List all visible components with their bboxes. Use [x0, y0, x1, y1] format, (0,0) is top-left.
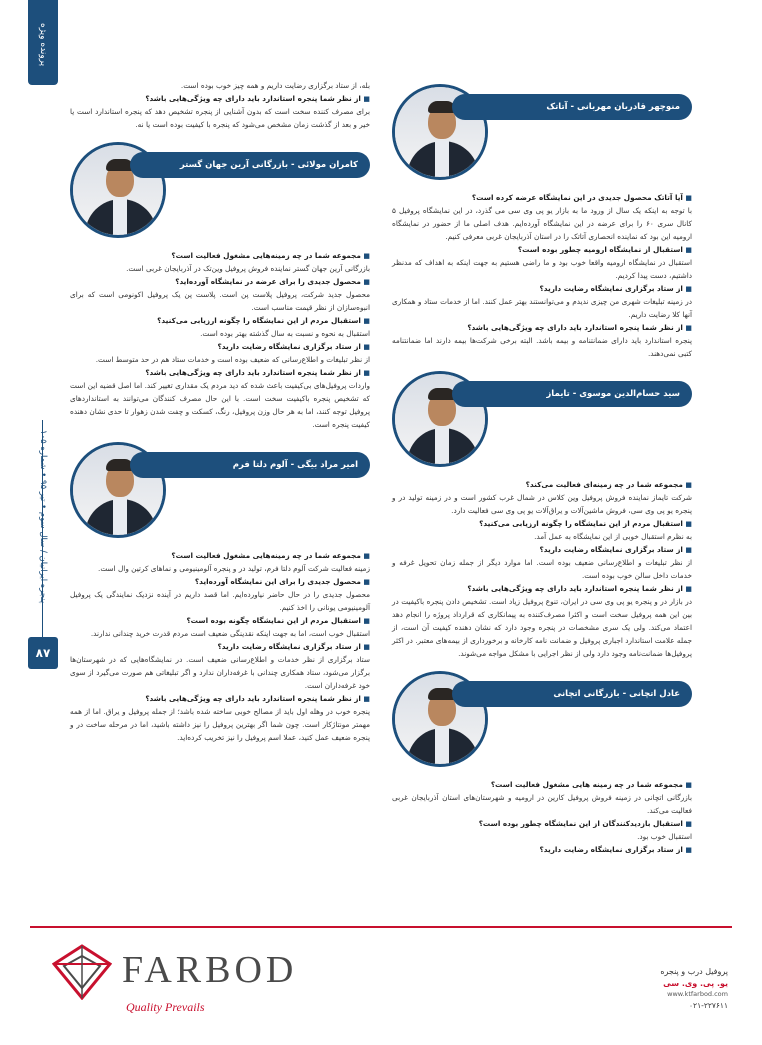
- profile-header: [392, 80, 692, 188]
- question: ■ از نظر شما پنجره استاندارد باید دارای چه ویژگی‌هایی باشد؟: [392, 583, 692, 596]
- answer: استقبال در نمایشگاه ارومیه واقعا خوب بود و ما راضی هستیم به جهت اینکه به اهداف که مدنظر داشتیم، دست پیدا کردیم.: [392, 257, 692, 280]
- answer: استقبال به نحوه و نسبت به سال گذشته بهتر بوده است.: [200, 328, 370, 338]
- profile-header: [392, 367, 692, 475]
- question: ■ از ستاد برگزاری نمایشگاه رضایت دارید؟: [392, 844, 692, 857]
- qa-block: [70, 250, 370, 432]
- question: ■ مجموعه شما در چه زمینه هایی مشغول فعالیت است؟: [392, 779, 692, 792]
- ad-phone: ۰۲۱-۲۲۷۶۱۱: [689, 1000, 728, 1010]
- profile-header: [392, 667, 692, 775]
- qa-block: [392, 192, 692, 361]
- question: ■ از نظر شما پنجره استاندارد باید دارای چه ویژگی‌هایی باشد؟: [70, 93, 370, 106]
- question: ■ از ستاد برگزاری نمایشگاه رضایت دارید؟: [392, 544, 692, 557]
- ad-line-2: یو. پی. وی. سی: [663, 979, 728, 988]
- profile-name: سید حسام‌الدین موسوی - تایماز: [452, 381, 692, 407]
- question: ■ مجموعه شما در چه زمینه‌هایی مشغول فعالیت است؟: [70, 250, 370, 263]
- answer: بازرگانی آرین جهان گستر نماینده فروش پروفیل وین‌تک در آذربایجان غربی است.: [126, 263, 370, 273]
- answer: در زمینه تبلیغات شهری من چیزی ندیدم و می‌توانستند بهتر عمل کنند. اما از خدمات ستاد و همکاری آنها کلا رضایت داریم.: [392, 296, 692, 319]
- right-column: [392, 80, 692, 915]
- answer: با توجه به اینکه یک سال از ورود ما به بازار یو پی وی سی می گذرد، در این نمایشگاه پروفیل ۵ کانال سری ۶۰ را برای عرضه در این نمایشگاه آورده‌ایم. هدف اصلی ما از حضور در نمایشگاه ارومیه این بود که نماینده انحصاری آتاتک را در استان آذربایجان غربی معرفی کنیم.: [392, 205, 692, 241]
- answer: زمینه فعالیت شرکت آلوم دلتا فرم، تولید در و پنجره آلومینیومی و نماهای کرتین وال است.: [98, 563, 370, 573]
- question: ■ استقبال مردم از این نمایشگاه چگونه بوده است؟: [70, 615, 370, 628]
- answer: ستاد برگزاری از نظر خدمات و اطلاع‌رسانی ضعیف است. در نمایشگاه‌هایی که در شهرستان‌ها برگزار می‌شود، ستاد همکاری چندانی با غرفه‌داران ندارد و اگر تبلیغاتی هم صورت می‌گیرد از سوی خود غرفه‌داران است.: [70, 654, 370, 690]
- section-tab: [28, 0, 58, 85]
- footer-rule: [30, 926, 732, 928]
- question: ■ محصول جدیدی را برای عرضه در نمایشگاه آورده‌اید؟: [70, 276, 370, 289]
- qa-block: [70, 80, 370, 132]
- question: ■ استقبال بازدیدکنندگان از این نمایشگاه چطور بوده است؟: [392, 818, 692, 831]
- question: ■ استقبال مردم از این نمایشگاه را چگونه ارزیابی می‌کنید؟: [70, 315, 370, 328]
- answer: پنجره خوب در وهله اول باید از مصالح خوبی ساخته شده باشد؛ از جمله پروفیل و یراق. اما از همه مهمتر مونتاژکار است. چون شما اگر بهترین پروفیل را نیز داشته باشید، اما در مرحله ساخت در و پنجره ضعیف عمل کنید، عملا اسم پروفیل را نیز تخریب کرده‌اید.: [70, 706, 370, 742]
- answer: در بازار در و پنجره یو پی وی سی در ایران، تنوع پروفیل زیاد است. تشخیص دادن پنجره باکیفیت در بین این همه پروفیل سخت است و اکثرا مصرف‌کننده به پیمانکاری که قرارداد پروژه را انجام دهد اعتماد می‌کند. ولی یک سری مشخصات در پنجره وجود دارد که نشان دهنده کیفیت آن است، از جمله علامت استاندارد اجباری پروفیل و ضمانت نامه کارخانه و برخورداری از بیمه‌های معتبر. در اکثر پروفیل‌ها ضمانت‌نامه وجود دارد ولی از نظر اجرایی با مشکل مواجه می‌شوند.: [392, 596, 692, 658]
- answer: واردات پروفیل‌های بی‌کیفیت باعث شده که دید مردم یک مقداری تغییر کند. اما اصل قضیه این است که تشخیص پنجره باکیفیت سخت است. با این حال مصرف کنندگان می‌توانند به استانداردهای پروفیل توجه کنند، اما به هر حال وزن پروفیل، رنگ، کسکت و چفت شدن زهوار تا حدی نشان دهنده کیفیت پنجره است.: [70, 380, 370, 429]
- qa-block: [392, 779, 692, 857]
- footer-ad: [30, 930, 732, 1035]
- brand-name: FARBOD: [122, 949, 298, 991]
- question: ■ از نظر شما پنجره استاندارد باید دارای چه ویژگی‌هایی باشد؟: [70, 693, 370, 706]
- question: ■ آیا آتاتک محصول جدیدی در این نمایشگاه عرضه کرده است؟: [392, 192, 692, 205]
- question: ■ از نظر شما پنجره استاندارد باید دارای چه ویژگی‌هایی باشد؟: [392, 322, 692, 335]
- ad-line-1: پروفیل درب و پنجره: [660, 967, 728, 976]
- page-number: ۸۷: [28, 637, 58, 669]
- answer: بله، از ستاد برگزاری رضایت داریم و همه چیز خوب بوده است.: [180, 81, 370, 90]
- profile-header: [70, 438, 370, 546]
- answer: محصول جدید شرکت، پروفیل پلاست پن است. پلاست پن یک پروفیل اکونومی است که برای انبوه‌سازان از نظر قیمت مناسب است.: [70, 289, 370, 312]
- question: ■ از ستاد برگزاری نمایشگاه رضایت دارید؟: [70, 341, 370, 354]
- question: ■ از ستاد برگزاری نمایشگاه رضایت دارید؟: [70, 641, 370, 654]
- profile-name: منوچهر قادربان مهربانی - آتاتک: [452, 94, 692, 120]
- question: ■ از نظر شما پنجره استاندارد باید دارای چه ویژگی‌هایی باشد؟: [70, 367, 370, 380]
- qa-block: [70, 550, 370, 745]
- question: ■ استقبال از نمایشگاه ارومیه چطور بوده است؟: [392, 244, 692, 257]
- question: ■ از ستاد برگزاری نمایشگاه رضایت دارید؟: [392, 283, 692, 296]
- answer: شرکت تایماز نماینده فروش پروفیل وین کلاس در شمال غرب کشور است و در زمینه تولید در و پنجره یو پی وی سی، فروش ماشین‌آلات و یراق‌آلات یو پی وی سی فعالیت دارد.: [392, 492, 692, 515]
- answer: به نظرم استقبال خوبی از این نمایشگاه به عمل آمد.: [534, 531, 692, 541]
- answer: محصول جدیدی را در حال حاضر نیاورده‌ایم. اما قصد داریم در آینده نزدیک نمایندگی یک پروفیل آلومینیومی یونانی را اخذ کنیم.: [70, 589, 370, 612]
- ad-website: www.ktfarbod.com: [667, 990, 728, 998]
- left-column: [70, 80, 370, 915]
- section-tab-label: پرونده ویژه: [38, 23, 48, 67]
- question: ■ محصول جدیدی را برای این نمایشگاه آورده‌اید؟: [70, 576, 370, 589]
- ad-contact: [608, 966, 728, 1011]
- profile-name: عادل اتچانی - بازرگانی اتچانی: [452, 681, 692, 707]
- issue-info: پنجره ایرانیان / سال سوم • تیر ۹۵ • شماره ۱۰۵: [38, 430, 48, 604]
- profile-header: [70, 138, 370, 246]
- answer: استقبال خوب است، اما به جهت اینکه نقدینگی ضعیف است مردم قدرت خرید چندانی ندارند.: [90, 628, 370, 638]
- answer: پنجره استاندارد باید دارای ضمانتنامه و بیمه باشد. البته برخی شرکت‌ها بیمه دارند اما ضمانتنامه کتبی نمی‌دهند.: [392, 335, 692, 358]
- profile-name: امیر مراد بیگی - آلوم دلتا فرم: [130, 452, 370, 478]
- answer: برای مصرف کننده سخت است که بدون آشنایی از پنجره تشخیص دهد که پنجره استاندارد است یا خیر و بعد از گذشت زمان مشخص می‌شود که پنجره با کیفیت بوده است یا نه.: [70, 106, 370, 129]
- profile-name: کامران مولائی - بازرگانی آرین جهان گستر: [130, 152, 370, 178]
- question: ■ مجموعه شما در چه زمینه‌هایی مشغول فعالیت است؟: [70, 550, 370, 563]
- question: ■ استقبال مردم از این نمایشگاه را چگونه ارزیابی می‌کنید؟: [392, 518, 692, 531]
- farbod-logo-icon: [52, 944, 112, 1000]
- answer: از نظر تبلیغات و اطلاع‌رسانی که ضعیف بوده است و خدمات ستاد هم در حد متوسط است.: [95, 354, 370, 364]
- answer: استقبال خوب بود.: [637, 831, 692, 841]
- brand-tagline: Quality Prevails: [126, 1000, 205, 1014]
- qa-block: [392, 479, 692, 661]
- answer: بازرگانی اتچانی در زمینه فروش پروفیل کارین در ارومیه و شهرستان‌های استان آذربایجان غربی فعالیت می‌کند.: [392, 792, 692, 815]
- answer: از نظر تبلیغات و اطلاع‌رسانی ضعیف بوده است. اما موارد دیگر از جمله زمان تحویل غرفه و خدمات داخل سالن خوب بوده است.: [392, 557, 692, 580]
- question: ■ مجموعه شما در چه زمینه‌ای فعالیت می‌کند؟: [392, 479, 692, 492]
